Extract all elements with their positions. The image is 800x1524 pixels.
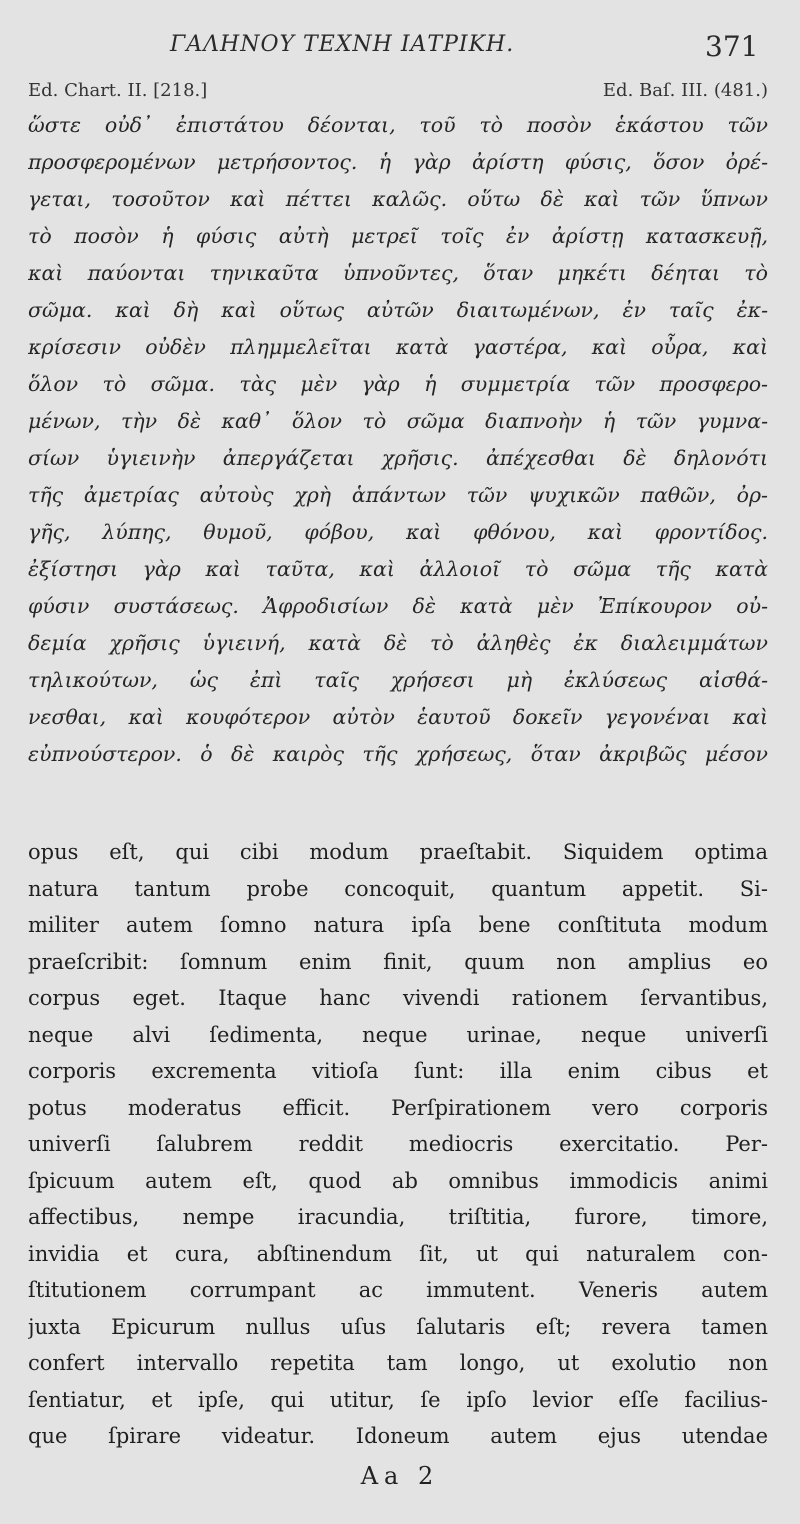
latin-line: corporis excrementa vitioſa ſunt: illa enim cibus et: [28, 1059, 768, 1083]
latin-line: militer autem ſomno natura ipſa bene conſtituta modum: [28, 913, 768, 937]
greek-line: προσφερομένων μετρήσοντος. ἡ γὰρ ἀρίστη φύσις, ὅσον ὀρέ-: [28, 150, 768, 174]
running-title: ΓΑΛΗΝΟΥ ΤΕΧΝΗ ΙΑΤΡΙΚΗ.: [170, 32, 515, 57]
greek-text-block: [28, 107, 768, 773]
edition-line: [28, 80, 768, 106]
greek-line: εὐπνούστερον. ὁ δὲ καιρὸς τῆς χρήσεως, ὅταν ἀκριβῶς μέσον: [28, 742, 768, 766]
greek-line: καὶ παύονται τηνικαῦτα ὑπνοῦντες, ὅταν μηκέτι δέηται τὸ: [28, 261, 768, 285]
greek-line: σῶμα. καὶ δὴ καὶ οὕτως αὐτῶν διαιτωμένων, ἐν ταῖς ἐκ-: [28, 298, 768, 322]
greek-line: ἐξίστησι γὰρ καὶ ταῦτα, καὶ ἀλλοιοῖ τὸ σῶμα τῆς κατὰ: [28, 557, 768, 581]
greek-line: φύσιν συστάσεως. Ἀφροδισίων δὲ κατὰ μὲν Ἐπίκουρον οὐ-: [28, 594, 768, 618]
latin-line: ſentiatur, et ipſe, qui utitur, ſe ipſo levior eſſe facilius-: [28, 1387, 768, 1412]
latin-line: univerſi ſalubrem reddit mediocris exercitatio. Per-: [28, 1132, 768, 1156]
page-number: 371: [705, 30, 759, 63]
signature-mark: Aa 2: [360, 1462, 440, 1490]
latin-line: juxta Epicurum nullus uſus ſalutaris eſt; revera tamen: [28, 1314, 768, 1339]
greek-line: τηλικούτων, ὡς ἐπὶ ταῖς χρήσεσι μὴ ἐκλύσεως αἰσθά-: [28, 668, 768, 692]
greek-line: μένων, τὴν δὲ καθ᾽ ὅλον τὸ σῶμα διαπνοὴν ἡ τῶν γυμνα-: [28, 409, 768, 433]
latin-line: potus moderatus efficit. Perſpirationem vero corporis: [28, 1095, 768, 1120]
latin-line: praeſcribit: ſomnum enim finit, quum non amplius eo: [28, 949, 768, 974]
latin-line: affectibus, nempe iracundia, triſtitia, furore, timore,: [28, 1205, 768, 1229]
latin-line: invidia et cura, abſtinendum ſit, ut qui naturalem con-: [28, 1241, 768, 1266]
latin-line: confert intervallo repetita tam longo, ut exolutio non: [28, 1351, 768, 1375]
greek-line: δεμία χρῆσις ὑγιεινή, κατὰ δὲ τὸ ἀληθὲς ἐκ διαλειμμάτων: [28, 631, 768, 655]
latin-line: ſpicuum autem eſt, quod ab omnibus immodicis animi: [28, 1168, 768, 1193]
greek-line: σίων ὑγιεινὴν ἀπεργάζεται χρῆσις. ἀπέχεσθαι δὲ δηλονότι: [28, 446, 768, 470]
latin-line: ſtitutionem corrumpant ac immutent. Veneris autem: [28, 1278, 768, 1302]
running-head: [0, 30, 800, 66]
greek-line: νεσθαι, καὶ κουφότερον αὐτὸν ἑαυτοῦ δοκεῖν γεγονέναι καὶ: [28, 705, 768, 729]
latin-text-block: [28, 834, 768, 1455]
latin-line: neque alvi ſedimenta, neque urinae, neque univerſi: [28, 1022, 768, 1047]
latin-line: opus eſt, qui cibi modum praeſtabit. Siquidem optima: [28, 840, 768, 864]
greek-line: γεται, τοσοῦτον καὶ πέττει καλῶς. οὕτω δὲ καὶ τῶν ὕπνων: [28, 187, 768, 211]
greek-line: τὸ ποσὸν ἡ φύσις αὐτὴ μετρεῖ τοῖς ἐν ἀρίστῃ κατασκευῇ,: [28, 224, 768, 248]
greek-line: ὅλον τὸ σῶμα. τὰς μὲν γὰρ ἡ συμμετρία τῶν προσφερο-: [28, 372, 768, 396]
greek-line: γῆς, λύπης, θυμοῦ, φόβου, καὶ φθόνου, καὶ φροντίδος.: [28, 520, 768, 544]
edition-chartier: Ed. Chart. II. [218.]: [28, 80, 208, 101]
latin-line: corpus eget. Itaque hanc vivendi rationem ſervantibus,: [28, 986, 768, 1010]
edition-basel: Ed. Baſ. III. (481.): [602, 80, 768, 101]
greek-line: ὥστε οὐδ᾽ ἐπιστάτου δέονται, τοῦ τὸ ποσὸν ἑκάστου τῶν: [28, 113, 768, 137]
greek-line: τῆς ἀμετρίας αὐτοὺς χρὴ ἁπάντων τῶν ψυχικῶν παθῶν, ὀρ-: [28, 483, 768, 507]
latin-line: natura tantum probe concoquit, quantum appetit. Si-: [28, 876, 768, 901]
latin-line: que ſpirare videatur. Idoneum autem ejus utendae: [28, 1424, 768, 1448]
greek-line: κρίσεσιν οὐδὲν πλημμελεῖται κατὰ γαστέρα, καὶ οὖρα, καὶ: [28, 335, 768, 359]
